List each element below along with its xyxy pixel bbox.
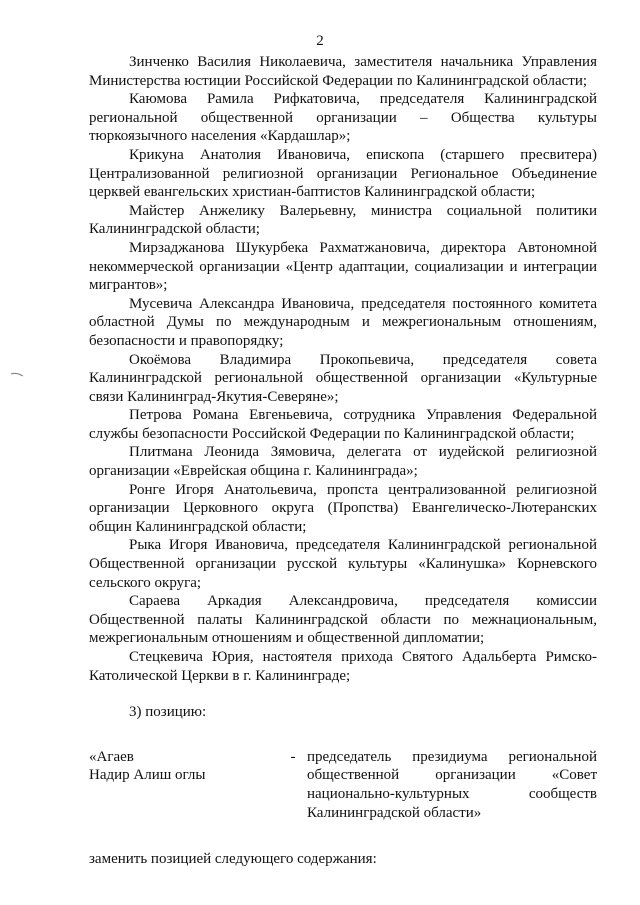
position-name-line: Надир Алиш оглы xyxy=(89,767,206,784)
member-entry: Зинченко Василия Николаевича, заместителя начальника Управления Министерства юстиции Российской Федерации по Калининградской области; xyxy=(89,54,597,89)
position-block xyxy=(89,748,597,822)
member-entry: Крикуна Анатолия Ивановича, епископа (старшего пресвитера) Централизованной религиозной организации Региональное Объединение церквей евангельских христиан-баптистов Калининградской области; xyxy=(89,146,597,201)
replace-text: заменить позицией следующего содержания: xyxy=(89,851,377,868)
member-entry: Плитмана Леонида Зямовича, делегата от иудейской религиозной организации «Еврейская община г. Калининграда»; xyxy=(89,444,597,480)
member-entry: Окоёмова Владимира Прокопьевича, председателя совета Калининградской региональной общественной организации «Культурные связи Калининград-Якутия-Северяне»; xyxy=(89,351,597,405)
page-number: 2 xyxy=(316,33,324,49)
member-entry: Каюмова Рамила Рифкатовича, председателя Калининградской региональной общественной организации – Общества культуры тюркоязычного населения «Кардашлар»; xyxy=(89,91,597,145)
position-description: председатель президиума региональной общественной организации «Совет национально-культурных сообществ Калининградской области» xyxy=(307,748,597,821)
position-dash: - xyxy=(290,748,296,765)
member-entry: Рыка Игоря Ивановича, председателя Калининградской региональной Общественной организации русской культуры «Калинушка» Корневского сельского округа; xyxy=(89,537,597,591)
document-body xyxy=(89,53,597,869)
member-entry: Ронге Игоря Анатольевича, пропста централизованной религиозной организации Церковного округа (Пропства) Евангелическо-Лютеранских общин Калининградской области; xyxy=(89,481,597,535)
section-item: 3) позицию: xyxy=(129,704,207,721)
position-name xyxy=(89,748,279,822)
member-entry: Майстер Анжелику Валерьевну, министра социальной политики Калининградской области; xyxy=(89,202,597,238)
member-entry: Сараева Аркадия Александровича, председателя комиссии Общественной палаты Калининградской области по межнациональным, межрегиональным отношениям и общественной дипломатии; xyxy=(89,593,597,647)
member-entry: Мусевича Александра Ивановича, председателя постоянного комитета областной Думы по международным и межрегиональным отношениям, безопасности и правопорядку; xyxy=(89,295,597,349)
member-entry: Мирзаджанова Шукурбека Рахматжановича, директора Автономной некоммерческой организации «Центр адаптации, социализации и интеграции мигрантов»; xyxy=(89,239,597,294)
margin-mark xyxy=(10,372,24,378)
member-entry: Стецкевича Юрия, настоятеля прихода Святого Адальберта Римско-Католической Церкви в г. Калининграде; xyxy=(89,649,597,684)
member-entry: Петрова Романа Евгеньевича, сотрудника Управления Федеральной службы безопасности Российской Федерации по Калининградской области; xyxy=(89,407,597,442)
position-name-line: «Агаев xyxy=(89,748,134,765)
